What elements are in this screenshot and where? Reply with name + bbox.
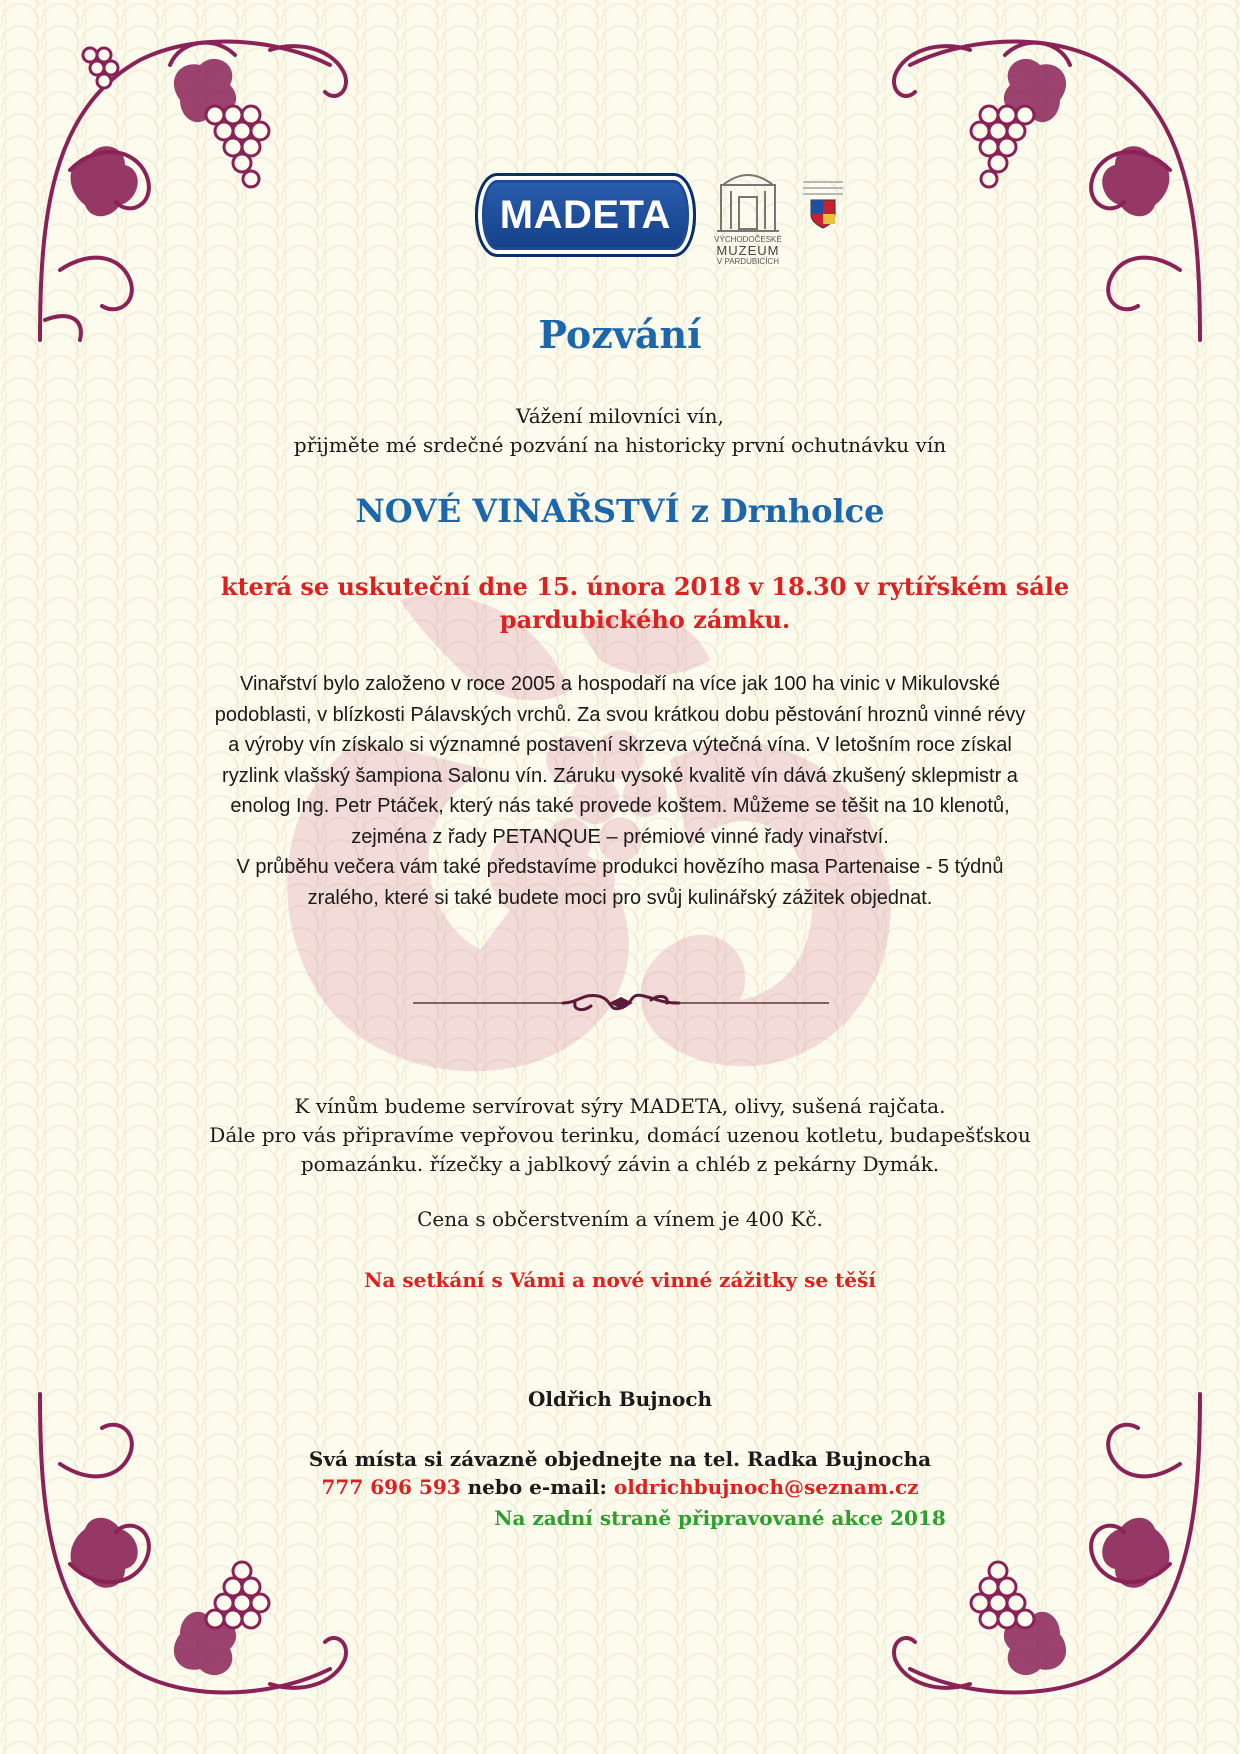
region-text-line xyxy=(803,181,843,183)
price-info: Cena s občerstvením a vínem je 400 Kč. xyxy=(417,1207,823,1231)
description-line: podoblasti, v blízkosti Pálavských vrchů. Za svou krátkou dobu pěstování hroznů vinné révy xyxy=(214,703,1026,726)
grape-vine-ornament-top-right xyxy=(880,20,1210,350)
closing-line: Na setkání s Vámi a nové vinné zážitky se těší xyxy=(364,1268,876,1292)
event-info-line-1: která se uskuteční dne 15. února 2018 v 18.30 v rytířském sále xyxy=(220,572,1070,601)
event-info xyxy=(195,570,1095,636)
booking-middle-text: nebo e-mail: xyxy=(460,1475,614,1499)
winery-description xyxy=(150,669,1090,913)
description-line: ryzlink vlašský šampiona Salonu vín. Záruku vysoké kvalitě vín dává zkušený sklepmistr a xyxy=(222,764,1018,787)
food-menu xyxy=(130,1092,1110,1179)
booking-line-2 xyxy=(0,1473,1240,1501)
signature: Oldřich Bujnoch xyxy=(527,1387,713,1411)
flourish-divider xyxy=(413,988,829,1018)
phone-number[interactable]: 777 696 593 xyxy=(321,1475,461,1499)
region-text-line xyxy=(803,187,843,189)
museum-logo xyxy=(710,163,787,267)
museum-name-line-1: VÝCHODOČESKÉ xyxy=(714,235,782,244)
email-link[interactable]: oldrichbujnoch@seznam.cz xyxy=(613,1475,919,1499)
description-line: a výroby vín získalo si významné postavení skrzeva výtečná vína. V letošním roce získal xyxy=(228,734,1012,756)
page-title: Pozvání xyxy=(538,312,702,357)
booking-line-1: Svá místa si závazně objednejte na tel. Radka Bujnocha xyxy=(308,1447,932,1471)
greeting xyxy=(0,402,1240,460)
museum-name-line-3: V PARDUBICÍCH xyxy=(716,257,779,266)
event-info-line-2: pardubického zámku. xyxy=(499,605,791,634)
description-line: Vinařství bylo založeno v roce 2005 a hospodaří na více jak 100 ha vinic v Mikulovské xyxy=(239,673,1001,695)
greeting-line-1: Vážení milovníci vín, xyxy=(516,404,724,428)
description-line: enolog Ing. Petr Ptáček, který nás také provede koštem. Můžeme se těšit na 10 klenotů, xyxy=(230,795,1010,817)
food-line: pomazánku. řízečky a jablkový závin a chléb z pekárny Dymák. xyxy=(300,1152,940,1176)
grape-vine-ornament-top-left xyxy=(30,20,360,350)
next-events-note: Na zadní straně připravované akce 2018 xyxy=(494,1506,946,1530)
description-line: zejména z řady PETANQUE – prémiové vinné řady vinařství. xyxy=(351,825,889,848)
museum-building-icon xyxy=(713,163,783,235)
greeting-line-2: přijměte mé srdečné pozvání na historicky první ochutnávku vín xyxy=(293,433,947,457)
madeta-logo-text: MADETA xyxy=(499,192,671,237)
food-line: K vínům budeme servírovat sýry MADETA, olivy, sušená rajčata. xyxy=(294,1094,946,1118)
grape-vine-ornament-bottom-right xyxy=(880,1384,1210,1714)
madeta-logo xyxy=(475,173,696,257)
food-line: Dále pro vás připravíme vepřovou terinku, domácí uzenou kotletu, budapešťskou xyxy=(209,1123,1031,1147)
region-coat-of-arms-icon xyxy=(810,199,836,229)
description-line: V průběhu večera vám také představíme produkci hovězího masa Partenaise - 5 týdnů xyxy=(236,856,1004,878)
booking-info xyxy=(0,1445,1240,1501)
region-text-line xyxy=(803,193,843,195)
sponsor-logos xyxy=(475,160,845,270)
description-line: zralého, které si také budete moci pro svůj kulinářský zážitek objednat. xyxy=(307,886,933,909)
grape-vine-ornament-bottom-left xyxy=(30,1384,360,1714)
event-name: NOVÉ VINAŘSTVÍ z Drnholce xyxy=(355,492,885,530)
region-logo xyxy=(800,181,845,229)
museum-name-line-2: MUZEUM xyxy=(716,243,780,258)
